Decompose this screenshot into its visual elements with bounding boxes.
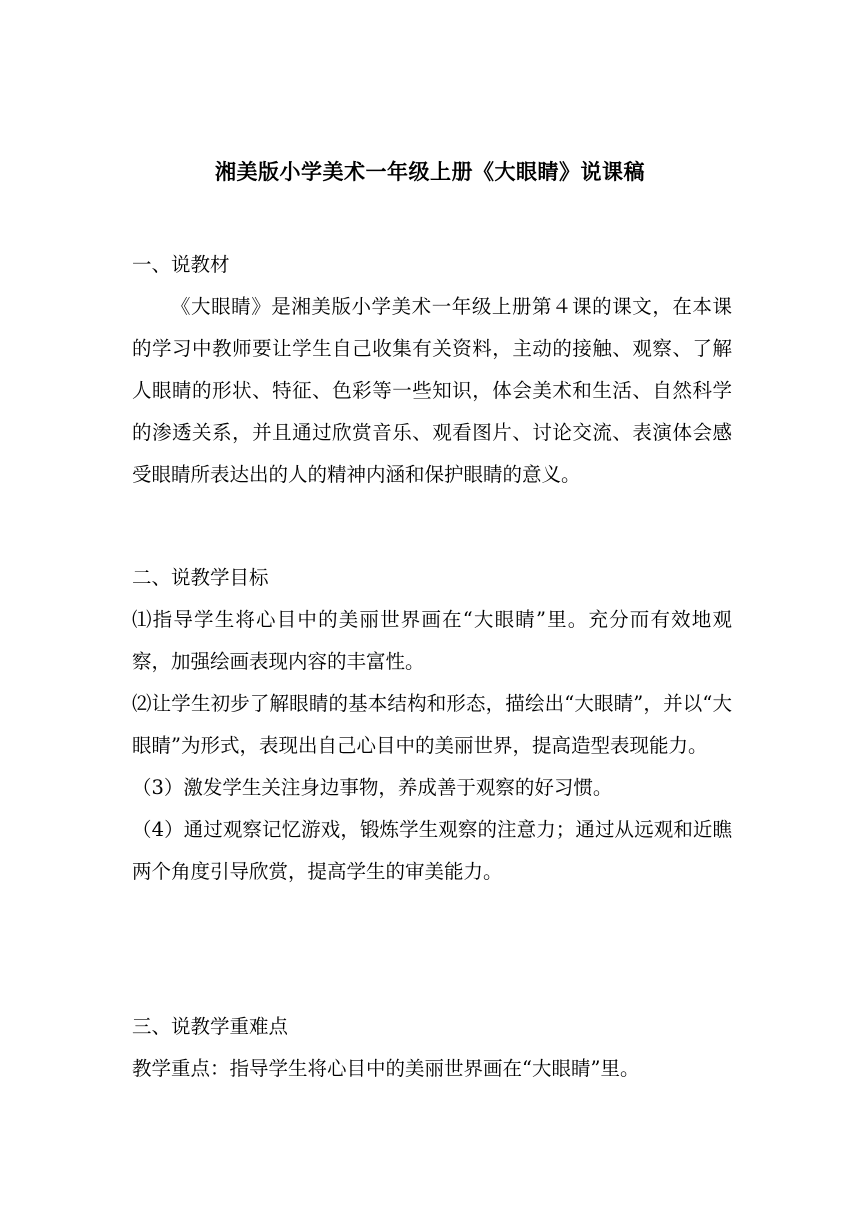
section-heading-textbook: 一、说教材 — [132, 253, 230, 276]
section-body-objectives — [132, 599, 732, 893]
section-body-key-points — [132, 1048, 732, 1090]
paragraph: 教学重点：指导学生将心目中的美丽世界画在“大眼睛”里。 — [132, 1057, 640, 1080]
section-heading-objectives: 二、说教学目标 — [132, 566, 269, 589]
section-heading-key-points: 三、说教学重难点 — [132, 1015, 289, 1038]
document-title: 湘美版小学美术一年级上册《大眼睛》说课稿 — [215, 159, 645, 184]
paragraph: ⑴指导学生将心目中的美丽世界画在“大眼睛”里。充分而有效地观察，加强绘画表现内容的丰富性。 — [132, 608, 732, 673]
paragraph: ⑵让学生初步了解眼睛的基本结构和形态，描绘出“大眼睛”，并以“大眼睛”为形式，表现出自己心目中的美丽世界，提高造型表现能力。 — [132, 692, 732, 757]
paragraph: （4）通过观察记忆游戏，锻炼学生观察的注意力；通过从远观和近瞧两个角度引导欣赏，提高学生的审美能力。 — [132, 818, 732, 883]
paragraph: （3）激发学生关注身边事物，养成善于观察的好习惯。 — [132, 776, 613, 799]
section-body-textbook — [132, 286, 732, 496]
paragraph: 《大眼睛》是湘美版小学美术一年级上册第４课的课文，在本课的学习中教师要让学生自己收集有关资料，主动的接触、观察、了解人眼睛的形状、特征、色彩等一些知识，体会美术和生活、自然科学的渗透关系，并且通过欣赏音乐、观看图片、讨论交流、表演体会感受眼睛所表达出的人的精神内涵和保护眼睛的意义。 — [132, 295, 732, 486]
